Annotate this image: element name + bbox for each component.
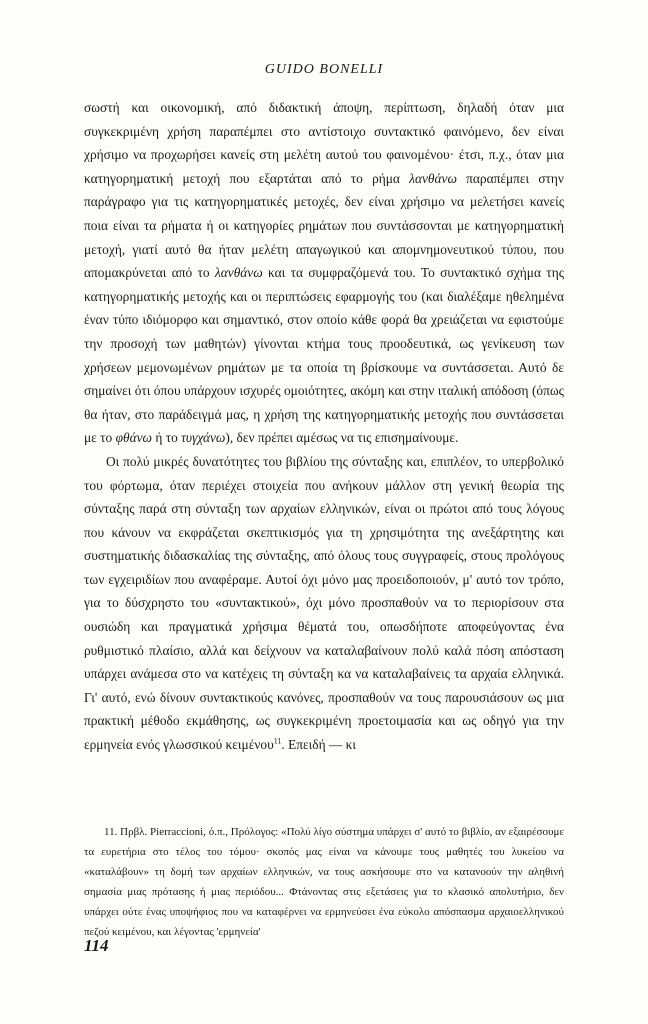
p1-part5: ), δεν πρέπει αμέσως να τις επισημαίνουμε. [225,430,459,446]
p1-part3: και τα συμφραζόμενά του. Το συντακτικό σχήμα της κατηγορηματικής μετοχής και οι περιπτώσεις εφαρμογής του (και διαλέξαμε ηθελημένα έναν τύπο ιδιόμορφο και σημαντικό, στον οποίο κάθε φορά θα χρειάζεται να εφιστούμε την προσοχή των μαθητών) γίνονται κτήμα τους προοδευτικά, ως γενίκευση των χρήσεων μεμονωμένων ρημάτων με τα οποία τη βρίσκουμε να συντάσσεται. Αυτό δε σημαίνει ότι όπου υπάρχουν ισχυρές ομοιότητες, ακόμη και στην ιταλική απόδοση (όπως θα ήταν, στο παράδειγμά μας, η χρήση της κατηγορηματικής μετοχής που συντάσσεται με το [84,265,564,446]
paragraph-1 [84,96,564,450]
main-text [84,96,564,757]
running-head: GUIDO BONELLI [264,62,384,77]
p1-emphasis-4: τυγχάνω [181,430,226,446]
p1-emphasis-1: λανθάνω [409,170,457,186]
page-number: 114 [84,936,109,955]
p2-text: Οι πολύ μικρές δυνατότητες του βιβλίου της σύνταξης και, επιπλέον, το υπερβολικό του φόρτωμα, όταν περιέχει στοιχεία που ανήκουν μάλλον στη γενική θεωρία της σύνταξης παρά στη σύνταξη των αρχαίων ελληνικών, είναι οι πρώτοι από τους λόγους που κάνουν να εκφράζεται σκεπτικισμός για τη χρησιμότητα της ανεξάρτητης και συστηματικής διδασκαλίας της σύνταξης, από όλους τους συγγραφείς, στους προλόγους των εγχειριδίων που αναφέραμε. Αυτοί όχι μόνο μας προειδοποιούν, μ' αυτό τον τρόπο, για το δύσχρηστο του «συντακτικού», όχι μόνο προσπαθούν να το περιορίσουν στα ουσιώδη και πραγματικά χρήσιμα θέματά του, οπωσδήποτε αποφεύγοντας ένα ρυθμιστικό πλαίσιο, αλλά και δείχνουν να καταλαβαίνουν πολύ καλά πόση απόσταση υπάρχει ανάμεσα στο να κατέχεις τη σύνταξη κα να καταλαβαίνεις τα αρχαία ελληνικά. Γι' αυτό, ενώ δίνουν συντακτικούς κανόνες, προσπαθούν να τους παρουσιάσουν ως μια πρακτική μέθοδο εκμάθησης, ως συγκεκριμένη προετοιμασία και ως οδηγό για την ερμηνεία ενός γλωσσικού κειμένου [84,453,564,753]
p1-emphasis-3: φθάνω [115,430,152,446]
footnote-11: 11. Πρβλ. Pierraccioni, ό.π., Πρόλογος: «Πολύ λίγο σύστημα υπάρχει σ' αυτό το βιβλίο, αν εξαιρέσουμε τα ευρετήρια στο τέλος του τόμου· σκοπός μας είναι να κάνουμε τους μαθητές του λυκείου να «καταλάβουν» τη δομή των αρχαίων ελληνικών, να τους ασκήσουμε στο να κατανοούν την αληθινή σημασία μιας πρότασης ή μιας περιόδου... Φτάνοντας στις εξετάσεις για το κλασικό απολυτήριο, δεν υπάρχει ούτε ένας υποψήφιος που να καταφέρνει να ερμηνεύσει ένα εύκολο απόσπασμα αρχαιοελληνικού πεζού κειμένου, και λέγοντας 'ερμηνεία' [84,826,564,938]
p1-emphasis-2: λανθάνω [214,265,263,281]
p2-tail: . Επειδή — κι [281,737,357,753]
p1-part4: ή το [152,430,182,446]
p1-part2: παραπέμπει στην παράγραφο για τις κατηγορηματικές μετοχές, δεν είναι χρήσιμο να μελετήσει κανείς ποια είναι τα ρήματα ή οι κατηγορίες ρημάτων που συντάσσονται με κατηγορηματική μετοχή, γιατί αυτό θα ήταν μελέτη απαγωγικού και απομνημονευτικού τύπου, που απομακρύνεται από το [84,170,564,281]
footnotes [84,822,564,942]
paragraph-2 [84,450,564,757]
footnote-ref: 11 [273,736,282,746]
p1-part1: σωστή και οικονομική, από διδακτική άποψη, περίπτωση, δηλαδή όταν μια συγκεκριμένη χρήση παραπέμπει στο αντίστοιχο συντακτικό φαινόμενο, δεν είναι χρήσιμο να προχωρήσει κανείς στη μελέτη αυτού του φαινομένου· έτσι, π.χ., όταν μια κατηγορηματική μετοχή που εξαρτάται από το ρήμα [84,100,564,186]
